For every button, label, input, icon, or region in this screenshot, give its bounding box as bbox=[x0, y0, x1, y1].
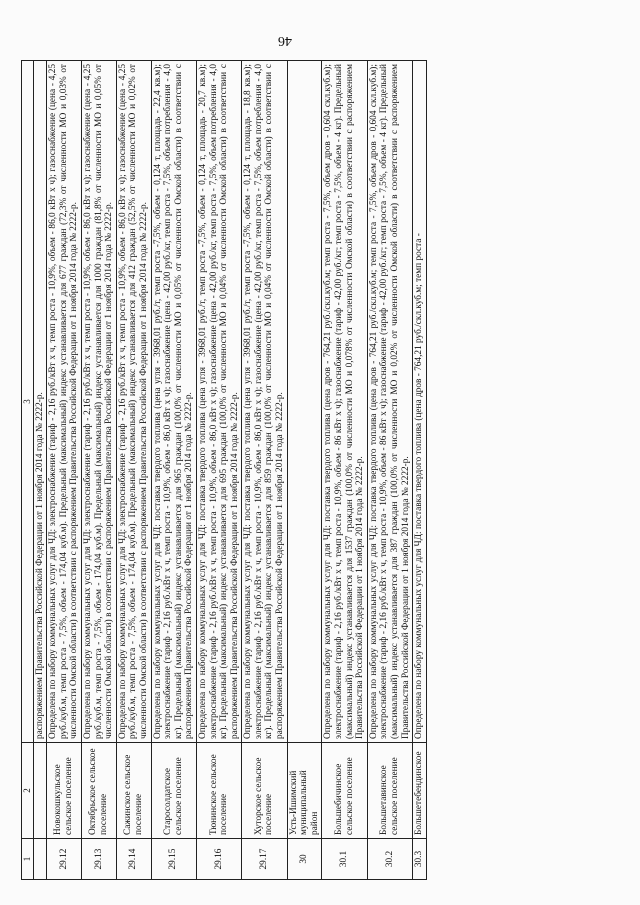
row-description: Определена по набору коммунальных услуг для ЧД: поставка твердого топлива (цена угля - 3968,01 руб./т, темп роста -7,5%, объем - 0,124 т, площадь - 20,7 кв.м); электроснабжение (тариф - 2,16 руб./кВт х ч, темп роста - 10,9%, объем - 86,0 кВт х ч); газоснабжение (цена - 42,00 руб./кг, темп роста - 7,5%, объем потребления - 4,0 кг). Предельный (максимальный) индекс устанавливается для 695 граждан (100,0% от численности МО и 0,04% от численности Омской области) в соответствии с распоряжением Правительства Российской Федерации от 1 ноября 2014 года № 2222-р. bbox=[196, 61, 241, 743]
row-description: Определена по набору коммунальных услуг для ЧД: поставка твердого топлива (цена угля - 3968,01 руб./т, темп роста -7,5%, объем - 0,124 т, площадь - 18,8 кв.м); электроснабжение (тариф - 2,16 руб./кВт х ч, темп роста - 10,9%, объем - 86,0 кВт х ч); газоснабжение (цена - 42,00 руб./кг, темп роста - 7,5%, объем потребления - 4,0 кг). Предельный (максимальный) индекс устанавливается для 859 граждан (100,0% от численности МО и 0,04% от численности Омской области) в соответствии с распоряжением Правительства Российской Федерации от 1 ноября 2014 года № 2222-р. bbox=[242, 61, 287, 743]
settlement-name: Октябрьское сельское поселение bbox=[81, 743, 116, 839]
row-description: Определена по набору коммунальных услуг для ЧД: электроснабжение (тариф - 2,16 руб./кВт х ч, темп роста - 10,9%, объем - 86,0 кВт х ч); газоснабжение (цена - 4,25 руб./куб.м, темп роста - 7,5%, объем - 174,04 куб.м). Предельный (максимальный) индекс устанавливается для 677 граждан (72,3% от численности МО и 0,03% от численности Омской области) в соответствии с распоряжением Правительства Российской Федерации от 1 ноября 2014 года № 2222-р. bbox=[47, 61, 82, 743]
row-number: 29.16 bbox=[196, 839, 241, 880]
page-number: 46 bbox=[278, 33, 292, 48]
settlement-name: Большетавинское сельское поселение bbox=[367, 743, 412, 839]
table-row bbox=[367, 61, 412, 880]
header-col-1: 1 bbox=[22, 839, 34, 880]
row-number: 29.14 bbox=[116, 839, 151, 880]
header-col-2: 2 bbox=[22, 743, 34, 839]
row-number: 29.15 bbox=[151, 839, 196, 880]
row-description: Определена по набору коммунальных услуг для ЧД: поставка твердого топлива (цена дров - 764,21 руб./скл.куб.м; темп роста - 7,5%, объем дров - 0,604 скл.куб.м); электроснабжение (тариф - 2,16 руб./кВт х ч, темп роста - 10,9%, объем - 86 кВт х ч); газоснабжение (тариф - 42,00 руб./кг; темп роста - 7,5%, объем - 4 кг). Предельный (максимальный) индекс устанавливается для 1537 граждан (100,0% от численности МО и 0,078% от численности Омской области) в соответствии с распоряжением Правительства Российской Федерации от 1 ноября 2014 года № 2222-р. bbox=[322, 61, 367, 743]
continuation-text: распоряжением Правительства Российской Федерации от 1 ноября 2014 года № 2222-р. bbox=[33, 61, 47, 743]
district-name: Усть-Ишимский муниципальный район bbox=[287, 743, 322, 839]
row-description: Определена по набору коммунальных услуг для ЧД: поставка твердого топлива (цена дров - 764,21 руб./скл.куб.м; темп роста - 7,5%, объем дров - 0,604 скл.куб.м); электроснабжение (тариф - 2,16 руб./кВт х ч, темп роста - 10,9%, объем - 86 кВт х ч); газоснабжение (тариф - 42,00 руб./кг; темп роста - 7,5%, объем - 4 кг). Предельный (максимальный) индекс устанавливается для 387 граждан (100,0% от численности МО и 0,02% от численности Омской области) в соответствии с распоряжением Правительства Российской Федерации от 1 ноября 2014 года № 2222-р. bbox=[367, 61, 412, 743]
settlement-name: Большебичинское сельское поселение bbox=[322, 743, 367, 839]
settlement-name: Хуторское сельское поселение bbox=[242, 743, 287, 839]
row-number: 29.17 bbox=[242, 839, 287, 880]
table-row bbox=[151, 61, 196, 880]
row-number: 30.1 bbox=[322, 839, 367, 880]
settlement-name: Новокошкульское сельское поселение bbox=[47, 743, 82, 839]
settlement-name: Сажинское сельское поселение bbox=[116, 743, 151, 839]
row-description bbox=[287, 61, 322, 743]
row-number: 29.13 bbox=[81, 839, 116, 880]
table-row bbox=[413, 61, 427, 880]
settlement-name: Тюнинское сельское поселение bbox=[196, 743, 241, 839]
row-number: 30.3 bbox=[413, 839, 427, 880]
table-row bbox=[322, 61, 367, 880]
rotated-page-content bbox=[5, 20, 565, 880]
table-row bbox=[287, 61, 322, 880]
row-number: 30.2 bbox=[367, 839, 412, 880]
row-description: Определена по набору коммунальных услуг для ЧД: электроснабжение (тариф - 2,16 руб./кВт х ч, темп роста - 10,9%, объем - 86,0 кВт х ч); газоснабжение (цена - 4,25 руб./куб.м, темп роста - 7,5%, объем - 174,04 куб.м). Предельный (максимальный) индекс устанавливается для 1000 граждан (81,8% от численности МО и 0,05% от численности Омской области) в соответствии с распоряжением Правительства Российской Федерации от 1 ноября 2014 года № 2222-р. bbox=[81, 61, 116, 743]
row-description: Определена по набору коммунальных услуг для ЧД: поставка твердого топлива (цена дров - 764,21 руб./скл.куб.м; темп роста - bbox=[413, 61, 427, 743]
row-number: 29.12 bbox=[47, 839, 82, 880]
tariff-table bbox=[21, 60, 427, 880]
header-row bbox=[22, 61, 34, 880]
table-row bbox=[242, 61, 287, 880]
settlement-name: Старосолдатское сельское поселение bbox=[151, 743, 196, 839]
row-description: Определена по набору коммунальных услуг для ЧД: поставка твердого топлива (цена угля - 3968,01 руб./т, темп роста -7,5%, объем - 0,124 т, площадь - 22,4 кв.м); электроснабжение (тариф - 2,16 руб./кВт х ч, темп роста - 10,9%, объем - 86,0 кВт х ч); газоснабжение (цена - 42,00 руб./кг, темп роста - 7,5%, объем потребления - 4,0 кг). Предельный (максимальный) индекс устанавливается для 965 граждан (100,0% от численности МО и 0,05% от численности Омской области) в соответствии с распоряжением Правительства Российской Федерации от 1 ноября 2014 года № 2222-р. bbox=[151, 61, 196, 743]
table-row bbox=[196, 61, 241, 880]
table-row bbox=[116, 61, 151, 880]
header-col-3: 3 bbox=[22, 61, 34, 743]
table-row bbox=[47, 61, 82, 880]
row-number: 30 bbox=[287, 839, 322, 880]
table-row bbox=[81, 61, 116, 880]
row-description: Определена по набору коммунальных услуг для ЧД: электроснабжение (тариф - 2,16 руб./кВт х ч, темп роста - 10,9%, объем - 86,0 кВт х ч); газоснабжение (цена - 4,25 руб./куб.м, темп роста - 7,5%, объем - 174,04 куб.м). Предельный (максимальный) индекс устанавливается для 412 граждан (52,5% от численности МО и 0,02% от численности Омской области) в соответствии с распоряжением Правительства Российской Федерации от 1 ноября 2014 года № 2222-р. bbox=[116, 61, 151, 743]
settlement-name: Большетебендинское bbox=[413, 743, 427, 839]
table-row bbox=[33, 61, 47, 880]
